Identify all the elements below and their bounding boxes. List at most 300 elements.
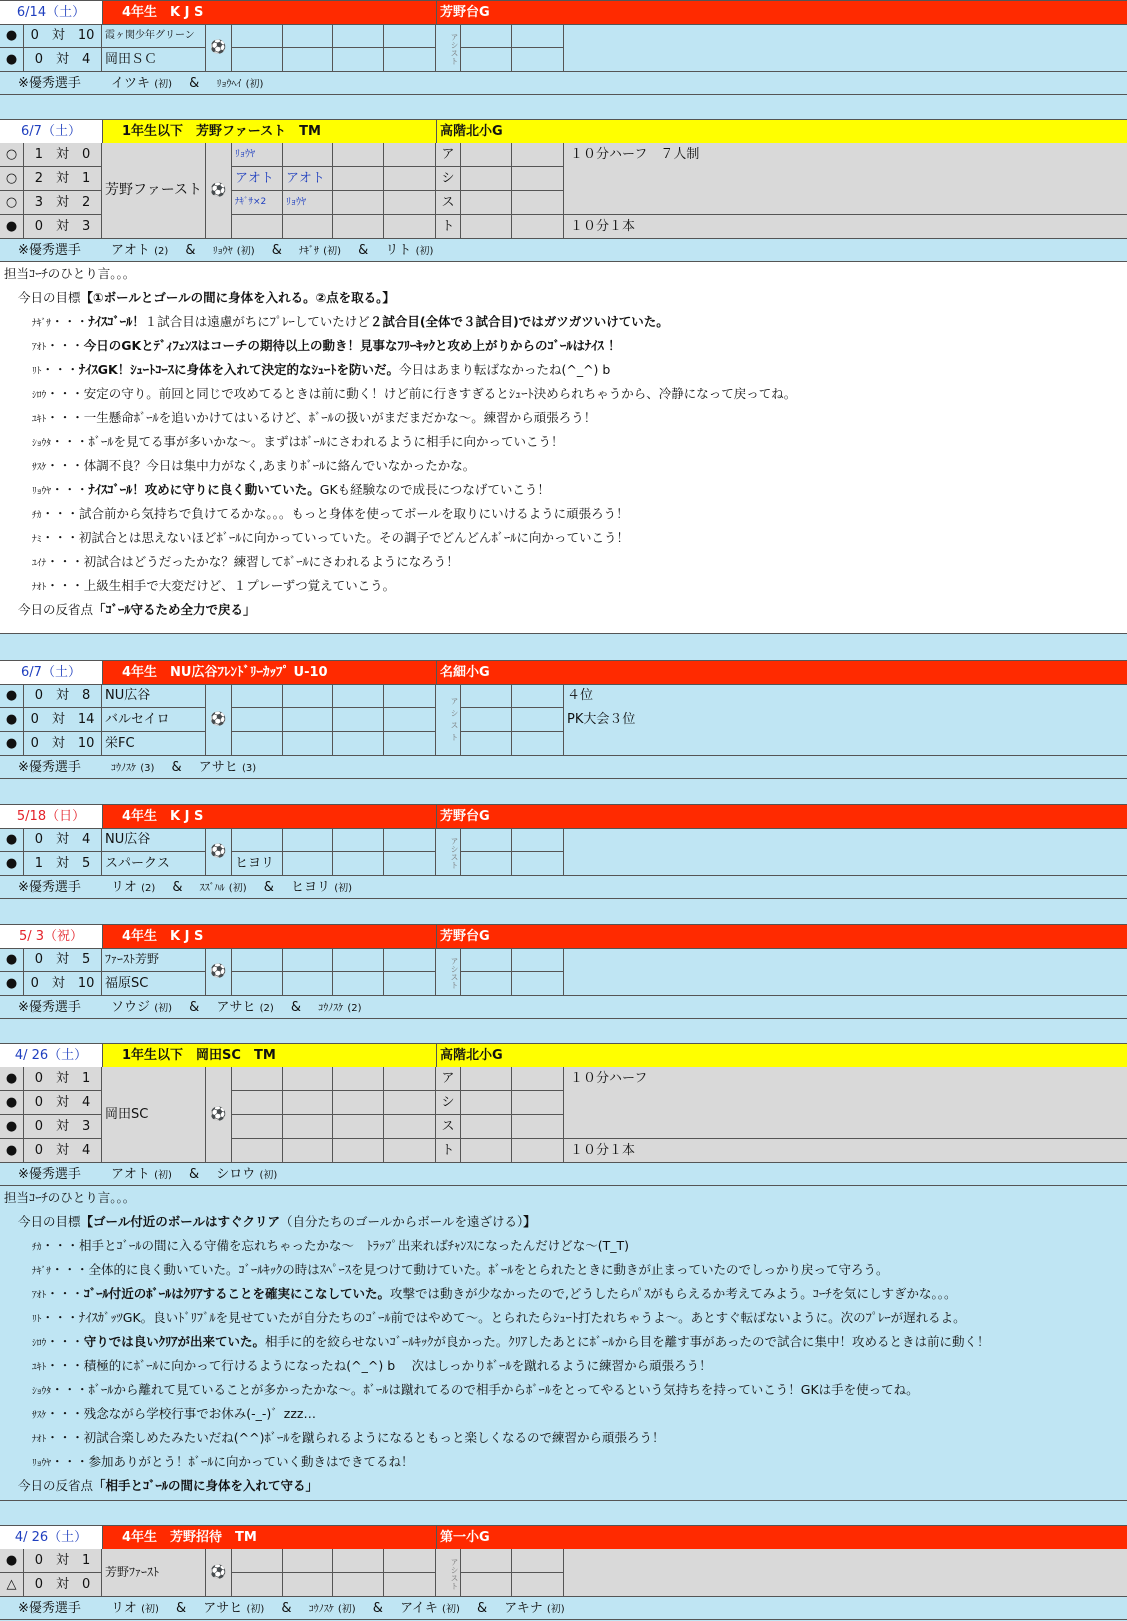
mvp-player: アサヒ	[203, 1601, 243, 1616]
mvp-player: アキナ	[504, 1601, 543, 1616]
player-comments	[0, 310, 1127, 598]
mvp-count: (初)	[442, 1604, 460, 1615]
score: 0 対 8	[24, 684, 102, 708]
scorer-cell	[232, 1115, 283, 1139]
opponent: NU広谷	[102, 828, 206, 852]
soccer-ball-icon: ⚽	[206, 684, 232, 756]
match-title: 4年生 芳野招待 TM	[122, 1530, 257, 1545]
scorer-cell	[333, 732, 384, 756]
mvp-separator: &	[263, 880, 274, 895]
score: 1 対 5	[24, 852, 102, 876]
assist-label: ス	[436, 191, 461, 215]
assist-cell	[512, 684, 564, 708]
result-mark: ●	[0, 1549, 24, 1573]
scorer-cell	[283, 143, 333, 167]
player-name: ﾅﾐ	[32, 534, 42, 545]
result-mark: ●	[0, 732, 24, 756]
mvp-count: (初)	[154, 1003, 173, 1014]
mvp-count: (初)	[415, 246, 434, 257]
assist-cell	[512, 1091, 564, 1115]
today-goal	[0, 1210, 1127, 1234]
assist-cell	[512, 167, 564, 191]
result-grid	[0, 24, 1127, 72]
player-name: ｼﾛｳ	[32, 1338, 47, 1349]
scorer-cell: ﾘｮｳﾔ	[283, 191, 333, 215]
player-name: ｱｵﾄ	[32, 1290, 47, 1301]
scorer-cell	[232, 684, 283, 708]
assist-cell	[461, 948, 512, 972]
scorer-cell	[333, 828, 384, 852]
assist-cell	[461, 732, 512, 756]
mvp-separator: &	[189, 76, 200, 91]
player-comment: ｼｮｳﾀ・・・ﾎﾞｰﾙを見てる事が多いかな～。まずはﾎﾞｰﾙにさわれるように相手に向かっていこう！	[32, 434, 564, 449]
score: 1 対 0	[24, 143, 102, 167]
scorer-cell	[283, 948, 333, 972]
scorer-cell	[232, 708, 283, 732]
result-mark: ●	[0, 24, 24, 48]
scorer-cell	[333, 24, 384, 48]
result-mark: ●	[0, 215, 24, 239]
comments-intro: 担当ｺｰﾁのひとり言。。。	[4, 266, 136, 281]
assist-cell	[512, 1573, 564, 1597]
player-comment: ｼﾛｳ・・・安定の守り。前回と同じで攻めてるときは前に動く！けど前に行きすぎるとｼｭｰﾄ決められちゃうから、冷静になって戻ってね。	[32, 386, 797, 401]
player-name: ﾅｵﾄ	[32, 582, 47, 593]
scorer-cell	[232, 1139, 283, 1163]
mvp-count: (2)	[154, 246, 169, 257]
scorer-cell	[232, 972, 283, 996]
assist-cell	[461, 1091, 512, 1115]
scorer-cell	[384, 948, 436, 972]
result-mark: ●	[0, 1115, 24, 1139]
score: 0 対 4	[24, 48, 102, 72]
match-note	[564, 684, 1127, 756]
comment-text: 上級生相手で大変だけど、１プレーずつ覚えていこう。	[83, 578, 396, 593]
mvp-count: (初)	[246, 1604, 265, 1615]
scorer-cell	[384, 143, 436, 167]
goal-end: 】	[523, 1214, 536, 1229]
result-mark: ●	[0, 1139, 24, 1163]
mvp-count: (初)	[154, 1170, 172, 1181]
assist-label: ト	[436, 1139, 461, 1163]
assist-cell	[461, 972, 512, 996]
comment-text: 今日はあまり転ばなかったね(^_^) b	[398, 362, 611, 377]
coach-comments	[0, 1186, 1127, 1501]
scorer-cell	[283, 828, 333, 852]
opponent: 岡田SC	[102, 1067, 206, 1163]
assist-cell	[512, 24, 564, 48]
assist-cell	[512, 972, 564, 996]
assist-cell	[461, 1067, 512, 1091]
player-name: ﾘﾄ	[32, 1314, 42, 1325]
mvp-separator: &	[176, 1601, 187, 1616]
comment-highlight: ﾅｲｽｺﾞｰﾙ！	[88, 314, 145, 329]
player-comment: ﾕｲﾅ・・・初試合はどうだったかな？練習してﾎﾞｰﾙにさわれるようになろう！	[32, 554, 459, 569]
comment-highlight: ２試合目(全体で３試合目)ではガツガツいけていた。	[369, 314, 669, 329]
match-5-18-kjs	[0, 804, 1127, 898]
player-comment: ﾘﾄ・・・ﾅｲｽGK！ｼｭｰﾄｺｰｽに身体を入れて決定的なｼｭｰﾄを防いだ。今日はあまり転ばなかったね(^_^) b	[32, 362, 611, 377]
result-grid	[0, 828, 1127, 876]
score: 0 対 4	[24, 1091, 102, 1115]
match-title: 4年生 K J S	[122, 929, 204, 944]
assist-label: アシスト	[436, 948, 461, 996]
mvp-separator: &	[281, 1601, 292, 1616]
scorer-cell	[232, 1067, 283, 1091]
assist-cell	[461, 708, 512, 732]
assist-label: アシスト	[436, 828, 461, 876]
scorer-cell	[333, 1091, 384, 1115]
match-4-26-okada-tm	[0, 1043, 1127, 1501]
mvp-separator: &	[290, 1000, 302, 1015]
player-comment: ﾘｮｳﾔ・・・参加ありがとう！ﾎﾞｰﾙに向かっていく動きはできてるね！	[32, 1454, 414, 1469]
player-comment: ﾘｮｳﾔ・・・ﾅｲｽｺﾞｰﾙ！攻めに守りに良く動いていた。GKも経験なので成長につなげていこう！	[32, 482, 550, 497]
mvp-separator: &	[189, 1000, 200, 1015]
assist-cell	[461, 215, 512, 239]
scorer-cell	[333, 948, 384, 972]
player-comment: ﾘﾄ・・・ﾅｲｽｶﾞｯﾂGK。良いﾄﾞﾘﾌﾞﾙを見せていたが自分たちのｺﾞｰﾙ前ではやめて～。とられたらｼｭｰﾄ打たれちゃうよ～。あとすぐ転ばないように。次のﾌﾟﾚｰが遅れるよ。	[32, 1310, 966, 1325]
opponent: 栄FC	[102, 732, 206, 756]
mvp-player: リオ	[111, 1601, 137, 1616]
match-date: 6/7（土）	[0, 120, 103, 143]
scorer-cell: ヒヨリ	[232, 852, 283, 876]
comment-text: ﾎﾞｰﾙから離れて見ていることが多かったかな～。ﾎﾞｰﾙは蹴れてるので相手からﾎﾞｰﾙをとってやるという気持ちを持っていこう！GKは手を使ってね。	[88, 1382, 919, 1397]
scorer-cell	[384, 852, 436, 876]
mvp-count: (初)	[245, 79, 264, 90]
mvp-count: (初)	[334, 883, 352, 894]
scorer-cell	[283, 972, 333, 996]
assist-label: アシスト	[436, 1549, 461, 1597]
assist-label: アシスト	[436, 684, 461, 756]
scorer-cell	[333, 684, 384, 708]
mvp-row	[0, 72, 1127, 95]
score: 0 対 5	[24, 948, 102, 972]
notes-cell	[564, 24, 1127, 72]
match-title: 4年生 NU広谷ﾌﾚﾝﾄﾞﾘｰｶｯﾌﾟ U-10	[122, 665, 328, 680]
assist-cell	[512, 708, 564, 732]
assist-cell	[512, 828, 564, 852]
match-header	[0, 0, 1127, 25]
assist-cell	[461, 1573, 512, 1597]
scorer-cell	[283, 1139, 333, 1163]
scorer-cell	[333, 1067, 384, 1091]
scorer-cell	[384, 732, 436, 756]
mvp-player: リオ	[111, 880, 137, 895]
assist-cell	[512, 48, 564, 72]
reflection-text: 「相手とｺﾞｰﾙの間に身体を入れて守る」	[93, 1478, 319, 1493]
mvp-player: リト	[385, 243, 412, 258]
scorer-cell	[232, 48, 283, 72]
scorer-cell	[333, 48, 384, 72]
scorer-cell: ﾘｮｳﾔ	[232, 143, 283, 167]
match-note: １０分１本	[564, 1139, 1127, 1163]
assist-cell	[461, 828, 512, 852]
match-5-3-kjs	[0, 924, 1127, 1018]
match-venue: 芳野台G	[436, 925, 490, 948]
comment-text: 試合前から気持ちで負けてるかな。。。もっと身体を使ってボールを取りにいけるように頑張ろう！	[79, 506, 629, 521]
result-mark: ○	[0, 167, 24, 191]
mvp-count: (初)	[546, 1604, 565, 1615]
goal-text: 【①ボールとゴールの間に身体を入れる。②点を取る。】	[80, 290, 395, 305]
result-mark: △	[0, 1573, 24, 1597]
comment-text: 体調不良？今日は集中力がなく,あまりﾎﾞｰﾙに絡んでいなかったかな。	[83, 458, 476, 473]
mvp-separator: &	[477, 1601, 488, 1616]
opponent: スパークス	[102, 852, 206, 876]
result-mark: ●	[0, 852, 24, 876]
mvp-separator: &	[185, 243, 196, 258]
scorer-cell	[384, 24, 436, 48]
scorer-cell	[232, 24, 283, 48]
assist-label: シ	[436, 167, 461, 191]
score: 0 対 0	[24, 1573, 102, 1597]
mvp-row	[0, 1597, 1127, 1620]
player-name: ﾁｶ	[32, 510, 42, 521]
score: 3 対 2	[24, 191, 102, 215]
player-name: ﾁｶ	[32, 1242, 42, 1253]
mvp-row	[0, 996, 1127, 1019]
comment-text: ﾎﾞｰﾙを見てる事が多いかな～。まずはﾎﾞｰﾙにさわれるように相手に向かっていこう！	[88, 434, 564, 449]
mvp-prefix: ※優秀選手	[18, 1000, 81, 1015]
scorer-cell: アオト	[232, 167, 283, 191]
scorer-cell	[232, 1573, 283, 1597]
mvp-count: (初)	[141, 1604, 159, 1615]
player-name: ﾘﾄ	[32, 366, 42, 377]
assist-cell	[461, 167, 512, 191]
result-mark: ●	[0, 1067, 24, 1091]
notes-cell	[564, 1549, 1127, 1597]
assist-label: ス	[436, 1115, 461, 1139]
scorer-cell	[232, 948, 283, 972]
mvp-player: アサヒ	[216, 1000, 256, 1015]
result-mark: ●	[0, 972, 24, 996]
player-comment: ﾅｵﾄ・・・上級生相手で大変だけど、１プレーずつ覚えていこう。	[32, 578, 396, 593]
mvp-player: アオト	[111, 1167, 150, 1182]
mvp-player: アサヒ	[198, 760, 238, 775]
mvp-count: (3)	[140, 763, 155, 774]
scorer-cell	[384, 167, 436, 191]
comment-highlight: 今日のGKとﾃﾞｨﾌｪﾝｽはコーチの期待以上の動き！見事なﾌﾘｰｷｯｸと攻め上がりからのｺﾞｰﾙはﾅｲｽ ！	[83, 338, 621, 353]
match-date: 6/7（土）	[0, 661, 103, 684]
comment-text: 全体的に良く動いていた。ｺﾞｰﾙｷｯｸの時はｽﾍﾟｰｽを見つけて動けていた。ﾎﾞｰﾙをとられたときに動きが止まっていたのでしっかり戻って守ろう。	[88, 1262, 889, 1277]
player-comments	[0, 1234, 1127, 1474]
mvp-player: シロウ	[216, 1167, 256, 1182]
scorer-cell	[384, 1091, 436, 1115]
mvp-count: (初)	[228, 883, 247, 894]
match-6-7-first-tm	[0, 119, 1127, 634]
player-name: ｼｮｳﾀ	[32, 1386, 52, 1397]
player-comment: ｻｽｹ・・・残念ながら学校行事でお休み(-_-)゛zzz…	[32, 1406, 316, 1421]
result-mark: ●	[0, 48, 24, 72]
scorer-cell	[283, 1067, 333, 1091]
match-header	[0, 804, 1127, 829]
comment-text: 残念ながら学校行事でお休み(-_-)゛zzz…	[83, 1406, 316, 1421]
result-mark: ●	[0, 1091, 24, 1115]
match-title: 1年生以下 岡田SC TM	[122, 1048, 276, 1063]
assist-cell	[512, 852, 564, 876]
scorer-cell	[232, 732, 283, 756]
mvp-count: (2)	[347, 1003, 362, 1014]
player-comment: ｼﾛｳ・・・守りでは良いｸﾘｱが出来ていた。相手に的を絞らせないｺﾞｰﾙｷｯｸが良かった。ｸﾘｱしたあとにﾎﾞｰﾙから目を離す事があったので試合に集中！攻めるときは前に動く！	[32, 1334, 990, 1349]
mvp-row	[0, 239, 1127, 262]
mvp-player: ｺｳﾉｽｹ	[308, 1604, 334, 1615]
mvp-count: (初)	[259, 1170, 278, 1181]
match-header	[0, 660, 1127, 685]
mvp-player: ｺｳﾉｽｹ	[111, 763, 137, 774]
score: 0 対 14	[24, 708, 102, 732]
player-comment: ﾕｷﾄ・・・積極的にﾎﾞｰﾙに向かって行けるようになったね(^_^) b 次はしっかりﾎﾞｰﾙを蹴れるように練習から頑張ろう！	[32, 1358, 712, 1373]
result-mark: ○	[0, 143, 24, 167]
comment-highlight: ﾅｲｽGK！ｼｭｰﾄｺｰｽに身体を入れて決定的なｼｭｰﾄを防いだ。	[79, 362, 399, 377]
mvp-separator: &	[172, 880, 183, 895]
today-reflection	[0, 598, 1127, 622]
score: 0 対 1	[24, 1067, 102, 1091]
mvp-prefix: ※優秀選手	[18, 1167, 81, 1182]
player-name: ｱｵﾄ	[32, 342, 47, 353]
match-venue: 高階北小G	[436, 120, 503, 143]
mvp-player: ヒヨリ	[291, 880, 331, 895]
match-venue: 芳野台G	[436, 805, 490, 828]
player-name: ﾕｷﾄ	[32, 414, 47, 425]
result-grid	[0, 684, 1127, 756]
mvp-count: (初)	[236, 246, 255, 257]
note-pk: PK大会３位	[567, 712, 636, 727]
match-header	[0, 924, 1127, 949]
match-date: 6/14（土）	[0, 1, 103, 24]
mvp-separator: &	[358, 243, 369, 258]
scorer-cell	[283, 24, 333, 48]
comment-text: ﾅｲｽｶﾞｯﾂGK。良いﾄﾞﾘﾌﾞﾙを見せていたが自分たちのｺﾞｰﾙ前ではやめて～。とられたらｼｭｰﾄ打たれちゃうよ～。あとすぐ転ばないように。次のﾌﾟﾚｰが遅れるよ。	[79, 1310, 966, 1325]
comment-text: 一生懸命ﾎﾞｰﾙを追いかけてはいるけど、ﾎﾞｰﾙの扱いがまだまだかな～。練習から頑張ろう！	[83, 410, 597, 425]
score: 0 対 4	[24, 828, 102, 852]
player-name: ﾅｷﾞｻ	[32, 318, 52, 329]
score: 0 対 10	[24, 972, 102, 996]
mvp-prefix: ※優秀選手	[18, 1601, 81, 1616]
scorer-cell	[283, 1115, 333, 1139]
scorer-cell	[384, 684, 436, 708]
goal-prefix: 今日の目標	[18, 1214, 81, 1229]
scorer-cell	[283, 732, 333, 756]
soccer-ball-icon: ⚽	[206, 1549, 232, 1597]
player-comment: ﾁｶ・・・試合前から気持ちで負けてるかな。。。もっと身体を使ってボールを取りにいけるように頑張ろう！	[32, 506, 629, 521]
soccer-ball-icon: ⚽	[206, 948, 232, 996]
goal-text: 【ゴール付近のボールはすぐクリア	[80, 1214, 281, 1229]
scorer-cell	[333, 1115, 384, 1139]
assist-cell	[512, 732, 564, 756]
match-note: １０分ハーフ	[564, 1067, 1127, 1139]
assist-cell	[512, 143, 564, 167]
mvp-count: (初)	[154, 79, 173, 90]
match-venue: 高階北小G	[436, 1044, 503, 1067]
match-title: 1年生以下 芳野ファースト TM	[122, 124, 321, 139]
comment-highlight: 守りでは良いｸﾘｱが出来ていた。	[83, 1334, 266, 1349]
score: 0 対 3	[24, 1115, 102, 1139]
scorer-cell	[384, 1139, 436, 1163]
opponent: 岡田ＳＣ	[102, 48, 206, 72]
assist-cell	[461, 1549, 512, 1573]
comment-text: 安定の守り。前回と同じで攻めてるときは前に動く！けど前に行きすぎるとｼｭｰﾄ決められちゃうから、冷静になって戻ってね。	[83, 386, 797, 401]
scorer-cell	[283, 215, 333, 239]
scorer-cell	[232, 1091, 283, 1115]
assist-cell	[461, 143, 512, 167]
score: 0 対 4	[24, 1139, 102, 1163]
scorer-cell	[283, 1091, 333, 1115]
player-name: ﾘｮｳﾔ	[32, 486, 52, 497]
result-grid	[0, 143, 1127, 239]
mvp-player: ﾘｮｳﾔ	[212, 246, 233, 257]
assist-cell	[461, 1139, 512, 1163]
opponent: ﾌｧｰｽﾄ芳野	[102, 948, 206, 972]
mvp-prefix: ※優秀選手	[18, 243, 81, 258]
assist-cell	[512, 948, 564, 972]
scorer-cell	[384, 48, 436, 72]
match-6-7-nu-cup	[0, 660, 1127, 778]
comment-text: 相手とｺﾞｰﾙの間に入る守備を忘れちゃったかな～ ﾄﾗｯﾌﾟ出来ればﾁｬﾝｽになったんだけどな～(T_T)	[79, 1238, 630, 1253]
match-note: １０分１本	[564, 215, 1127, 239]
assist-cell	[461, 684, 512, 708]
assist-cell	[461, 191, 512, 215]
result-mark: ●	[0, 948, 24, 972]
scorer-cell	[384, 1573, 436, 1597]
reflection-text: 「ｺﾞｰﾙ守るため全力で戻る」	[93, 602, 256, 617]
player-name: ｻｽｹ	[32, 462, 47, 473]
assist-cell	[461, 852, 512, 876]
mvp-player: アオト	[111, 243, 150, 258]
player-comment: ｻｽｹ・・・体調不良？今日は集中力がなく,あまりﾎﾞｰﾙに絡んでいなかったかな。	[32, 458, 476, 473]
mvp-player: アイキ	[400, 1601, 438, 1616]
scorer-cell: ﾅｷﾞｻ×2	[232, 191, 283, 215]
player-name: ﾕｲﾅ	[32, 558, 47, 569]
score: 0 対 3	[24, 215, 102, 239]
player-name: ｼﾛｳ	[32, 390, 47, 401]
player-comment: ﾅｷﾞｻ・・・ﾅｲｽｺﾞｰﾙ！１試合目は遠慮がちにﾌﾟﾚｰしていたけど２試合目(全体で３試合目)ではガツガツいけていた。	[32, 314, 669, 329]
scorer-cell	[283, 684, 333, 708]
scorer-cell	[232, 215, 283, 239]
match-6-14-kjs	[0, 0, 1127, 92]
player-comment: ﾁｶ・・・相手とｺﾞｰﾙの間に入る守備を忘れちゃったかな～ ﾄﾗｯﾌﾟ出来ればﾁｬﾝｽになったんだけどな～(T_T)	[32, 1238, 630, 1253]
assist-cell	[512, 215, 564, 239]
scorer-cell	[384, 828, 436, 852]
comment-text: 初試合はどうだったかな？練習してﾎﾞｰﾙにさわれるようになろう！	[83, 554, 459, 569]
score: 0 対 10	[24, 24, 102, 48]
reflection-prefix: 今日の反省点	[18, 602, 94, 617]
mvp-player: ソウジ	[111, 1000, 151, 1015]
scorer-cell	[384, 708, 436, 732]
comment-text: 積極的にﾎﾞｰﾙに向かって行けるようになったね(^_^) b 次はしっかりﾎﾞｰﾙを蹴れるように練習から頑張ろう！	[83, 1358, 712, 1373]
comment-text: 攻撃では動きが少なかったので,どうしたらﾊﾟｽがもらえるか考えてみよう。ｺｰﾁを気にしすぎかな。。。	[390, 1286, 957, 1301]
soccer-ball-icon: ⚽	[206, 828, 232, 876]
mvp-count: (3)	[241, 763, 257, 774]
mvp-count: (2)	[141, 883, 156, 894]
scorer-cell	[384, 215, 436, 239]
comment-text: 初試合楽しめたみたいだね(^^)ﾎﾞｰﾙを蹴られるようになるともっと楽しくなるので練習から頑張ろう！	[83, 1430, 665, 1445]
mvp-row	[0, 876, 1127, 899]
scorer-cell	[333, 708, 384, 732]
assist-cell	[512, 1067, 564, 1091]
match-header	[0, 1043, 1127, 1068]
match-header	[0, 1525, 1127, 1550]
mvp-count: (2)	[259, 1003, 274, 1014]
player-name: ﾘｮｳﾔ	[32, 1458, 52, 1469]
match-header	[0, 119, 1127, 144]
result-mark: ○	[0, 191, 24, 215]
match-date: 5/18（日）	[0, 805, 103, 828]
mvp-row	[0, 1163, 1127, 1186]
scorer-cell	[333, 191, 384, 215]
scorer-cell: アオト	[283, 167, 333, 191]
mvp-prefix: ※優秀選手	[18, 76, 81, 91]
scorer-cell	[384, 1115, 436, 1139]
comment-highlight: ﾅｲｽｺﾞｰﾙ！攻めに守りに良く動いていた。	[88, 482, 320, 497]
coach-comments	[0, 262, 1127, 634]
player-comment: ﾅｷﾞｻ・・・全体的に良く動いていた。ｺﾞｰﾙｷｯｸの時はｽﾍﾟｰｽを見つけて動けていた。ﾎﾞｰﾙをとられたときに動きが止まっていたのでしっかり戻って守ろう。	[32, 1262, 889, 1277]
